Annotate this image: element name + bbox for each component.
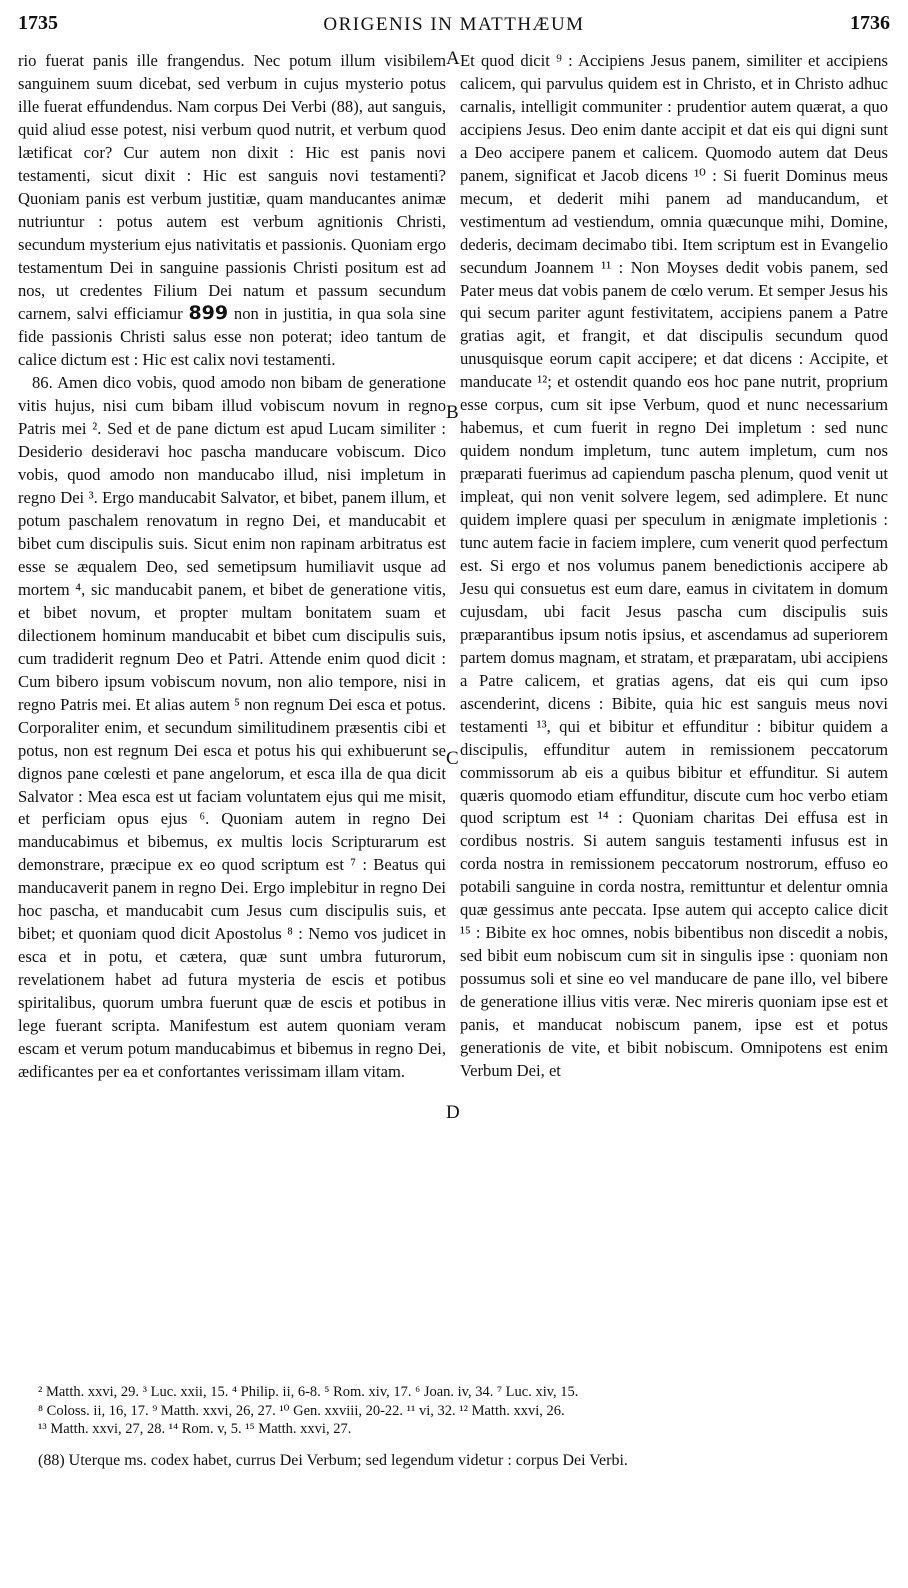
left-paragraph-1	[18, 50, 446, 372]
left-column	[18, 50, 446, 1084]
right-paragraph-1: Et quod dicit ⁹ : Accipiens Jesus panem, similiter et accipiens calicem, qui parvulus quidem est in Christo, et in Christo adhuc carnalis, intelligit communiter : prudentior autem quærat, a quo accipiens Jesus. Deo enim dante accipit et dat eis qui digni sunt a Deo accipere panem et calicem. Quomodo autem dat Deus panem, significat et Jacob dicens ¹⁰ : Si fuerit Dominus meus mecum, et dederit mihi panem ad manducandum, et vestimentum ad vestiendum, omnia quæcunque mihi, Domine, dederis, decimam decimabo tibi. Item scriptum est in Evangelio secundum Joannem ¹¹ : Non Moyses dedit vobis panem, sed Pater meus dat vobis panem de cœlo verum. Et semper Jesus his qui secum pariter agunt festivitatem, accipiens panem a Patre gratias agit, et frangit, et dat discipulis secundum quod unusquisque eorum capit accipere; et dat dicens : Accipite, et manducate ¹²; et ostendit quando eos hoc pane nutrit, proprium esse corpus, cum sit ipse Verbum, quod et nunc necessarium habemus, et cum fuerit in regno Dei impletum : sed nunc quidem nondum impletum, tunc autem impletum, cum nos præparati fuerimus ad capiendum pascha plenum, quod venit ut impleat, qui non venit solvere legem, sed adimplere. Et nunc quidem implere quasi per speculum in ænigmate impletionis : tunc autem facie in faciem implere, cum venerit quod perfectum est. Si ergo et nos volumus panem benedictionis accipere ab Jesu qui consuetus est eum dare, eamus in civitatem in domum cujusdam, ubi facit Jesus pascha cum discipulis suis præparantibus ipsum notis ipsius, et ascendamus ad superiorem partem domus magnam, et stratam, et præparatam, ubi accipiens a Patre calicem, et gratias agens, dat eis qui cum ipso ascenderint, dicens : Bibite, quia hic est sanguis meus novi testamenti ¹³, qui et bibitur et effunditur : bibitur quidem a discipulis, effunditur autem in remissionem peccatorum commissorum ab eis a quibus bibitur et effunditur. Si autem quæris quomodo etiam effunditur, discute cum hoc verbo etiam quod scriptum est ¹⁴ : Quoniam charitas Dei effusa est in cordibus nostris. Si autem sanguis testamenti infusus est in corda nostra in remissionem peccatorum nostrorum, effuso eo potabili sanguine in corda nostra, remittuntur et delentur omnia quæ gessimus ante peccata. Ipse autem qui accepto calice dicit ¹⁵ : Bibite ex hoc omnes, nobis bibentibus non discedit a nobis, sed bibit eum nobiscum cum sit in singulis ipse : quoniam non possumus soli et sine eo vel manducare de pane illo, vel bibere de generatione illius vitis veræ. Nec mireris quoniam ipse est et panis, et manducat nobiscum panem, ipse est et potus generationis de vite, et bibit nobiscum. Omnipotens est enim Verbum Dei, et	[460, 51, 888, 1080]
left-text-1: rio fuerat panis ille frangendus. Nec potum illum visibilem sanguinem suum dicebat, sed verbum in cujus mysterio potus ille fuerat effundendus. Nam corpus Dei Verbi (88), aut sanguis, quid aliud esse potest, nisi verbum quod nutrit, et verbum quod lætificat cor? Cur autem non dixit : Hic est panis novi testamenti, sicut dixit : Hic est sanguis novi testamenti? Quoniam panis est verbum justitiæ, quam manducantes animæ nutriuntur : potus autem est verbum agnitionis Christi, secundum mysterium ejus nativitatis et passionis. Quoniam ergo testamentum Dei in sanguine passionis Christi positum est ad nos, ut credentes Filium Dei natum et passum secundum carnem, salvi efficiamur	[18, 51, 446, 324]
page-number-right: 1736	[850, 12, 890, 34]
footnote-line-2: ⁸ Coloss. ii, 16, 17. ⁹ Matth. xxvi, 26, 27. ¹⁰ Gen. xxviii, 20-22. ¹¹ vi, 32. ¹² Matth. xxvi, 26.	[38, 1402, 565, 1419]
page-number-left: 1735	[18, 12, 58, 34]
left-text-2: non in justitia, in qua sola sine fide passionis Christi salus esse non poterat; ideo tantum de calice dictum est : Hic est calix novi testamenti.	[18, 304, 446, 370]
inline-page-number: 899	[188, 302, 229, 325]
left-paragraph-2: 86. Amen dico vobis, quod amodo non bibam de generatione vitis hujus, nisi cum bibam illud vobiscum novum in regno Patris mei ². Sed et de pane dictum est apud Lucam similiter : Desiderio desideravi hoc pascha manducare vobiscum. Dico vobis, quod amodo non manducabo illud, nisi impletum in regno Dei ³. Ergo manducabit Salvator, et bibet, panem illum, et potum paschalem renovatum in regno Dei, et manducabit et bibet cum discipulis suis. Sicut enim non rapinam arbitratus est esse se æqualem Deo, sed semetipsum humiliavit usque ad mortem ⁴, sic manducabit panem, et bibet de generatione vitis, et bibet novum, et propter multam bonitatem suam et dilectionem hominum manducabit et bibet cum discipulis suis, cum tradiderit regnum Deo et Patri. Attende enim quod dicit : Cum bibero ipsum vobiscum novum, non alio tempore, nisi in regno Patris mei. Et alias autem ⁵ non regnum Dei esca et potus. Corporaliter enim, et secundum similitudinem præsentis cibi et potus, non est regnum Dei esca et potus his qui exhibuerunt se dignos pane cœlesti et pane angelorum, et esca illa de qua dicit Salvator : Mea esca est ut faciam voluntatem ejus qui me misit, et perficiam opus ejus ⁶. Quoniam autem in regno Dei manducabimus et bibemus, ex multis locis Scripturarum est demonstrare, præcipue ex eo quod scriptum est ⁷ : Beatus qui manducaverit panem in regno Dei. Ergo implebitur in regno Dei hoc pascha, et manducabit cum Jesus cum discipulis suis, et bibet; et quoniam quod dicit Apostolus ⁸ : Nemo vos judicet in esca et in potu, et cætera, quæ sunt umbra futurorum, revelationem habet ad futura mysteria de escis et potibus spiritalibus, quorum umbra fuerunt quæ de escis et potibus in lege fuerant scripta. Manifestum est autem quoniam veram escam et verum potum manducabimus et bibemus in regno Dei, ædificantes per ea et confortantes verissimam illam vitam.	[18, 373, 446, 1081]
margin-marker-a: A	[446, 48, 460, 69]
footnote-line-3: ¹³ Matth. xxvi, 27, 28. ¹⁴ Rom. v, 5. ¹⁵ Matth. xxvi, 27.	[38, 1421, 352, 1437]
footnotes	[38, 1383, 882, 1439]
margin-marker-d: D	[446, 1102, 460, 1123]
running-title: ORIGENIS IN MATTHÆUM	[323, 14, 585, 35]
margin-marker-b: B	[446, 402, 459, 423]
footnote-line-1: ² Matth. xxvi, 29. ³ Luc. xxii, 15. ⁴ Philip. ii, 6-8. ⁵ Rom. xiv, 17. ⁶ Joan. iv, 34. ⁷ Luc. xiv, 15.	[38, 1384, 579, 1400]
page-header	[18, 12, 890, 42]
right-column	[460, 50, 888, 1083]
margin-marker-c: C	[446, 748, 459, 769]
editorial-note: (88) Uterque ms. codex habet, currus Dei Verbum; sed legendum videtur : corpus Dei Verbi.	[38, 1452, 628, 1469]
